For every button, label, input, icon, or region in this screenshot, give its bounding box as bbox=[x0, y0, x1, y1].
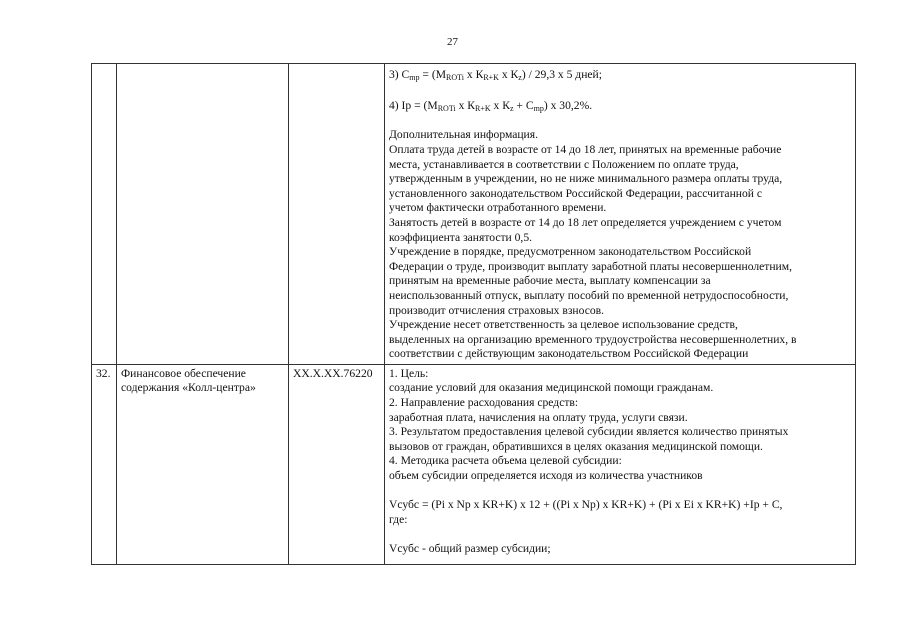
page-number: 27 bbox=[447, 36, 458, 48]
text-line: Занятость детей в возрасте от 14 до 18 лет определяется учреждением с учетом bbox=[389, 215, 782, 229]
text-line: Оплата труда детей в возрасте от 14 до 18 лет, принятых на временные рабочие bbox=[389, 142, 782, 156]
text-line: 2. Направление расходования средств: bbox=[389, 396, 579, 410]
text-line: Учреждение в порядке, предусмотренном законодательством Российской bbox=[389, 245, 752, 259]
table-row bbox=[92, 364, 856, 564]
additional-info-text bbox=[389, 128, 851, 362]
row-code-cell bbox=[289, 64, 385, 365]
subsidy-table bbox=[91, 63, 856, 565]
row-number-cell bbox=[92, 64, 117, 365]
subsidy-formula: Vсубс = (Pi x Np x KR+K) x 12 + ((Pi x Np) x KR+K) + (Pi x Ei x KR+K) +Ip + C, bbox=[389, 498, 783, 512]
text-line: Дополнительная информация. bbox=[389, 128, 538, 142]
text-line: утвержденным в учреждении, но не ниже минимального размера оплаты труда, bbox=[389, 172, 783, 186]
text-line: объем субсидии определяется исходя из количества участников bbox=[389, 469, 703, 483]
formula-ip: 4) $Ip = (М_{ROTi}$ х $К_{R+K}$ х $К_z + С_{mp}$) х 30,2%. bbox=[389, 99, 593, 114]
row-name-cell bbox=[117, 64, 289, 365]
text-line: принятым на временные рабочие места, выплату компенсации за bbox=[389, 274, 711, 288]
text-line: производит отчисления страховых взносов. bbox=[389, 303, 605, 317]
text-line: выделенных на организацию временного трудоустройства несовершеннолетних, в bbox=[389, 332, 797, 346]
text-line: коэффициента занятости 0,5. bbox=[389, 230, 533, 244]
text-line: 3. Результатом предоставления целевой субсидии является количество принятых bbox=[389, 425, 789, 439]
text-line: учетом фактически отработанного времени. bbox=[389, 201, 607, 215]
text-line: создание условий для оказания медицинской помощи гражданам. bbox=[389, 381, 714, 395]
call-center-description bbox=[389, 367, 851, 484]
row-description-cell bbox=[385, 64, 856, 365]
text-line: установленного законодательством Российской Федерации, рассчитанной с bbox=[389, 186, 763, 200]
text-line: места, устанавливается в соответствии с Положением по оплате труда, bbox=[389, 157, 739, 171]
subsidy-definition: Vсубс - общий размер субсидии; bbox=[389, 542, 551, 555]
table-row bbox=[92, 64, 856, 365]
text-line: соответствии с действующим законодательством Российской Федерации bbox=[389, 347, 749, 361]
row-code: XX.X.XX.76220 bbox=[293, 366, 373, 380]
row-number: 32. bbox=[96, 366, 111, 380]
text-line: 1. Цель: bbox=[389, 366, 429, 380]
row-name-line: Финансовое обеспечение bbox=[121, 366, 246, 380]
text-line: заработная плата, начисления на оплату труда, услуги связи. bbox=[389, 410, 688, 424]
row-description-cell bbox=[385, 364, 856, 564]
text-line: Федерации о труде, производит выплату заработной платы несовершеннолетним, bbox=[389, 259, 792, 273]
row-number-cell bbox=[92, 364, 117, 564]
text-line: Учреждение несет ответственность за целевое использование средств, bbox=[389, 318, 738, 332]
text-line: вызовов от граждан, обратившихся в целях оказания медицинской помощи. bbox=[389, 439, 763, 453]
text-line: 4. Методика расчета объема целевой субсидии: bbox=[389, 454, 622, 468]
row-name-line: содержания «Колл-центра» bbox=[121, 381, 256, 395]
row-name-cell bbox=[117, 364, 289, 564]
row-code-cell bbox=[289, 364, 385, 564]
text-line: неиспользованный отпуск, выплату пособий по временной нетрудоспособности, bbox=[389, 288, 789, 302]
formula-where: где: bbox=[389, 512, 408, 526]
formula-cmp: 3) $С_{mp} = (М_{ROTi}$ х $К_{R+K}$ х $К_z) / 29,3$ х 5 дней; bbox=[389, 68, 602, 82]
